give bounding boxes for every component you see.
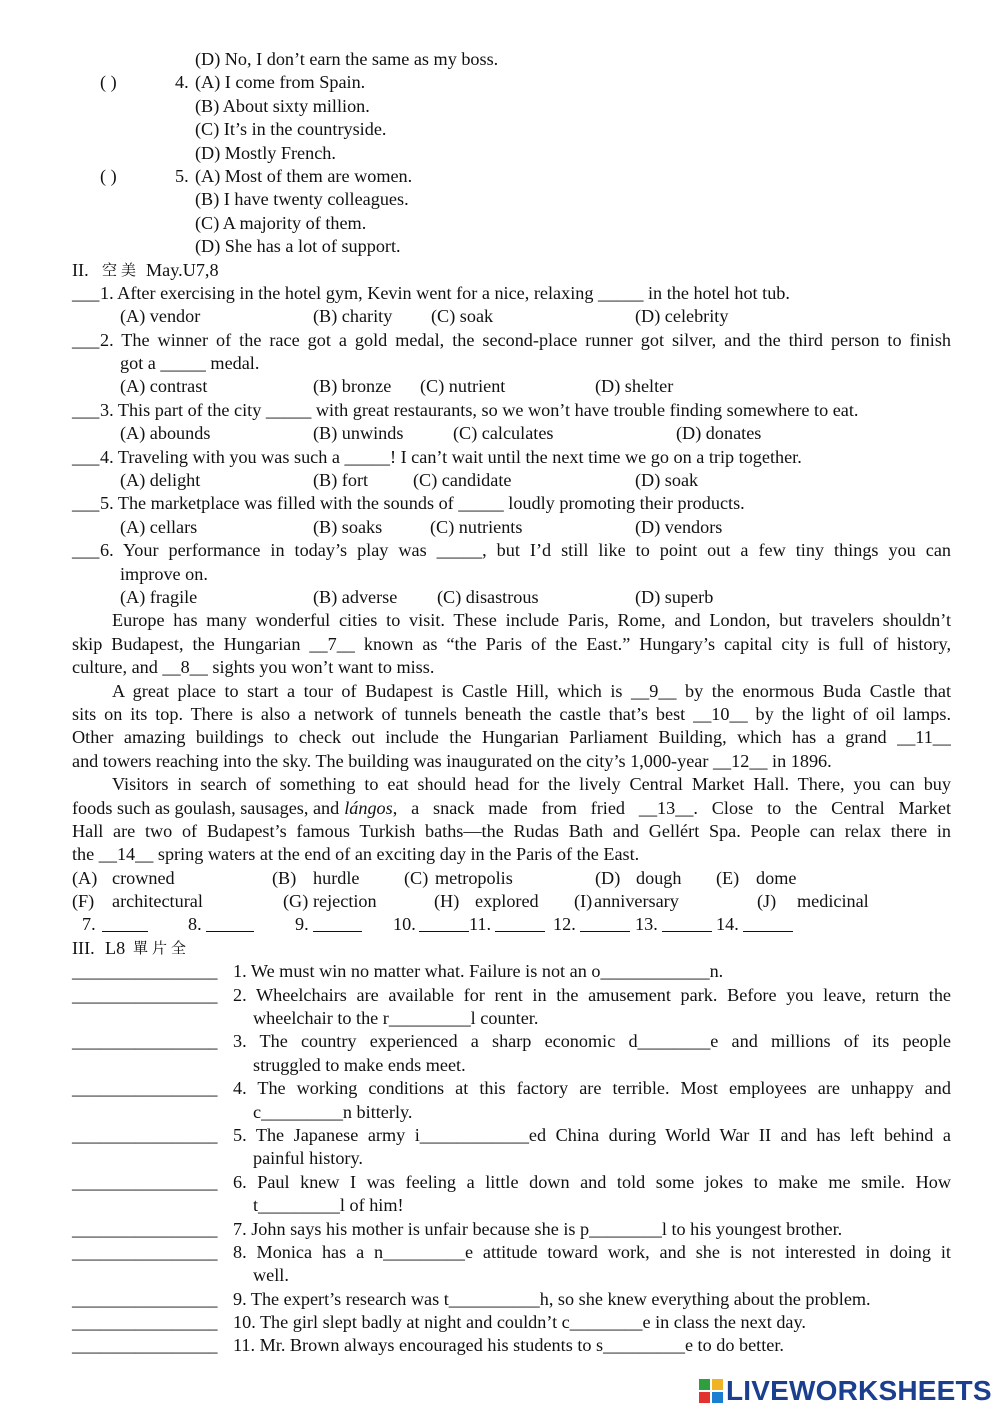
part2-heading-cjk: 空美 <box>102 260 141 279</box>
part2-q5-option: (D) vendors <box>635 516 723 537</box>
part2-q2-option: (A) contrast <box>120 376 208 397</box>
word-bank-word: architectural <box>112 891 203 912</box>
q4-answer-paren[interactable]: ( ) <box>100 72 117 93</box>
logo-square-4 <box>712 1392 723 1403</box>
part2-q4-option: (A) delight <box>120 470 201 491</box>
part3-q1-answer-input[interactable]: ________________ <box>72 961 218 982</box>
passage-text: sits on its top. There is also a network of tunnels beneath the castle that’s best __10__ by the light of oil lamps. <box>72 703 951 724</box>
part3-q2-answer-input[interactable]: ________________ <box>72 984 218 1005</box>
part2-q6-option: (B) adverse <box>313 586 398 607</box>
q5-answer-paren[interactable]: ( ) <box>100 165 117 186</box>
passage-line <box>0 726 1000 749</box>
word-bank-letter: (J) <box>757 891 777 912</box>
part3-q4-line <box>0 1101 1000 1124</box>
part2-q2-answer-blank[interactable]: ___ <box>72 329 100 350</box>
part2-q1-line <box>0 282 1000 305</box>
part3-q1-line <box>0 960 1000 983</box>
part3-q9-stem: 9. The expert’s research was t__________h, so she knew everything about the problem. <box>233 1288 871 1309</box>
q5-number: 5. <box>175 165 189 186</box>
passage-text: Hall are two of Budapest’s famous Turkish baths—the Rudas Bath and Gellért Spa. People can relax there in <box>72 820 951 841</box>
part2-q2-option: (C) nutrient <box>420 376 506 397</box>
part2-q5-options <box>0 516 1000 539</box>
part3-q3-stem: 3. The country experienced a sharp economic d________e and millions of its people <box>233 1031 951 1052</box>
part2-q6-option: (D) superb <box>635 586 714 607</box>
part2-q6-option: (A) fragile <box>120 586 198 607</box>
part3-q6-stem-cont: t_________l of him! <box>253 1195 404 1216</box>
word-bank-letter: (E) <box>716 867 740 888</box>
part1-q5-row <box>0 165 1000 188</box>
part3-q7-line <box>0 1218 1000 1241</box>
q5-option: (B) I have twenty colleagues. <box>195 189 409 210</box>
part2-q3-stem: 3. This part of the city _____ with great restaurants, so we won’t have trouble finding somewhere to eat. <box>100 399 859 420</box>
q4-option: (D) Mostly French. <box>195 142 336 163</box>
passage-text: culture, and __8__ sights you won’t want to miss. <box>72 657 435 678</box>
part3-q2-line <box>0 984 1000 1007</box>
part2-q6-line <box>0 539 1000 562</box>
part2-heading-number: II. <box>72 259 89 280</box>
part3-q5-line <box>0 1147 1000 1170</box>
word-bank-letter: (H) <box>434 891 460 912</box>
part3-q10-stem: 10. The girl slept badly at night and couldn’t c________e in class the next day. <box>233 1312 806 1333</box>
answer-slots-row <box>0 913 1000 936</box>
word-bank-word: hurdle <box>313 867 360 888</box>
part2-q1-option: (C) soak <box>431 306 494 327</box>
part3-q2-line <box>0 1007 1000 1030</box>
part3-q6-line <box>0 1194 1000 1217</box>
passage-line <box>0 773 1000 796</box>
answer-slot-input[interactable] <box>206 913 254 932</box>
part2-heading-title: May.U7,8 <box>146 259 219 280</box>
part2-q2-stem-cont: got a _____ medal. <box>120 353 260 374</box>
liveworksheets-logo-text: LIVEWORKSHEETS <box>726 1375 992 1407</box>
part1-q5-row <box>0 235 1000 258</box>
part1-q5-row <box>0 212 1000 235</box>
passage-text-part: , a snack made from fried __13__. Close to the Central Market <box>392 797 951 818</box>
part2-q1-option: (A) vendor <box>120 306 201 327</box>
part2-q4-options <box>0 469 1000 492</box>
answer-slot-label: 9. <box>295 914 309 935</box>
passage-text: Europe has many wonderful cities to visit. These include Paris, Rome, and London, but travelers shouldn’t <box>112 610 951 631</box>
part3-q5-stem: 5. The Japanese army i____________ed China during World War II and has left behind a <box>233 1124 951 1145</box>
word-bank-word: explored <box>475 891 539 912</box>
word-bank-word: anniversary <box>594 891 679 912</box>
logo-square-3 <box>699 1392 710 1403</box>
part3-q10-line <box>0 1311 1000 1334</box>
part2-q6-answer-blank[interactable]: ___ <box>72 540 100 561</box>
part2-q5-option: (A) cellars <box>120 516 198 537</box>
part2-heading <box>0 259 1000 282</box>
part3-q8-stem-cont: well. <box>253 1265 289 1286</box>
part3-q6-line <box>0 1171 1000 1194</box>
passage-text: Visitors in search of something to eat should head for the lively Central Market Hall. There, you can buy <box>112 774 951 795</box>
part3-q9-line <box>0 1288 1000 1311</box>
part2-q5-option: (C) nutrients <box>430 516 523 537</box>
answer-slot-label: 12. <box>553 914 576 935</box>
answer-slot-input[interactable] <box>419 913 469 932</box>
part1-q4-row <box>0 71 1000 94</box>
answer-slot-input[interactable] <box>313 913 362 932</box>
part3-q4-answer-input[interactable]: ________________ <box>72 1078 218 1099</box>
part3-heading-cjk: 單片全 <box>133 938 191 957</box>
answer-slot-input[interactable] <box>102 913 148 932</box>
word-bank-word: dough <box>636 867 682 888</box>
q4-option: (A) I come from Spain. <box>195 72 366 93</box>
passage-line <box>0 633 1000 656</box>
q4-option: (B) About sixty million. <box>195 95 370 116</box>
part2-q3-option: (C) calculates <box>453 423 554 444</box>
answer-slot-input[interactable] <box>580 913 630 932</box>
part3-heading-number: III. <box>72 937 95 958</box>
part1-q3-option-d-row <box>0 48 1000 71</box>
word-bank-letter: (A) <box>72 867 98 888</box>
answer-slot-input[interactable] <box>743 913 793 932</box>
word-bank-letter: (F) <box>72 891 95 912</box>
word-bank-row-2 <box>0 890 1000 913</box>
part2-q3-line <box>0 399 1000 422</box>
passage-text: Other amazing buildings to check out include the Hungarian Parliament Building, which has a grand __11__ <box>72 727 951 748</box>
part2-q2-options <box>0 375 1000 398</box>
part2-q1-option: (B) charity <box>313 306 393 327</box>
part2-q5-line <box>0 492 1000 515</box>
passage-line <box>0 843 1000 866</box>
passage-line <box>0 797 1000 820</box>
part2-q3-option: (D) donates <box>676 423 762 444</box>
part2-q3-option: (A) abounds <box>120 423 211 444</box>
part3-q8-stem: 8. Monica has a n_________e attitude toward work, and she is not interested in doing it <box>233 1241 951 1262</box>
logo-square-2 <box>712 1379 723 1390</box>
passage-line <box>0 703 1000 726</box>
part2-q1-option: (D) celebrity <box>635 306 729 327</box>
part3-q9-answer-input[interactable]: ________________ <box>72 1288 218 1309</box>
part3-q4-stem: 4. The working conditions at this factory are terrible. Most employees are unhappy and <box>233 1078 951 1099</box>
word-bank-word: medicinal <box>797 891 869 912</box>
part2-q1-options <box>0 305 1000 328</box>
worksheet-page <box>0 48 1000 1358</box>
passage-line <box>0 656 1000 679</box>
passage-text <box>72 797 951 820</box>
part2-q1-stem: 1. After exercising in the hotel gym, Kevin went for a nice, relaxing _____ in the hotel hot tub. <box>100 282 790 303</box>
part2-q4-line <box>0 446 1000 469</box>
word-bank-word: metropolis <box>435 867 513 888</box>
answer-slot-label: 8. <box>188 914 202 935</box>
word-bank-word: crowned <box>112 867 175 888</box>
part2-q3-option: (B) unwinds <box>313 423 404 444</box>
part3-q4-stem-cont: c_________n bitterly. <box>253 1101 413 1122</box>
part2-q4-option: (C) candidate <box>413 470 512 491</box>
part2-q3-options <box>0 422 1000 445</box>
part3-q10-answer-input[interactable]: ________________ <box>72 1312 218 1333</box>
part3-q4-line <box>0 1077 1000 1100</box>
answer-slot-label: 13. <box>635 914 658 935</box>
part3-q7-answer-input[interactable]: ________________ <box>72 1218 218 1239</box>
word-bank-row-1 <box>0 867 1000 890</box>
part2-q6-option: (C) disastrous <box>437 586 539 607</box>
passage-line <box>0 820 1000 843</box>
part3-q2-stem-cont: wheelchair to the r_________l counter. <box>253 1008 539 1029</box>
part2-q2-option: (B) bronze <box>313 376 392 397</box>
part3-q3-answer-input[interactable]: ________________ <box>72 1031 218 1052</box>
answer-slot-input[interactable] <box>662 913 712 932</box>
part3-q8-line <box>0 1241 1000 1264</box>
q3-option-d: (D) No, I don’t earn the same as my boss. <box>195 49 499 69</box>
part2-q4-answer-blank[interactable]: ___ <box>72 446 100 467</box>
word-bank-letter: (D) <box>595 867 621 888</box>
part2-q3-answer-blank[interactable]: ___ <box>72 399 100 420</box>
word-bank-letter: (I) <box>574 891 593 912</box>
q5-option: (C) A majority of them. <box>195 212 367 233</box>
part3-q5-answer-input[interactable]: ________________ <box>72 1124 218 1145</box>
part1-q4-row <box>0 95 1000 118</box>
part3-heading-title: L8 <box>105 937 126 958</box>
passage-text: the __14__ spring waters at the end of an exciting day in the Paris of the East. <box>72 844 640 865</box>
part3-q8-line <box>0 1264 1000 1287</box>
liveworksheets-logo[interactable] <box>698 1376 992 1406</box>
part2-q4-option: (B) fort <box>313 470 369 491</box>
passage-line <box>0 750 1000 773</box>
part3-q11-stem: 11. Mr. Brown always encouraged his students to s_________e to do better. <box>233 1335 784 1356</box>
part3-q3-line <box>0 1054 1000 1077</box>
part2-q6-stem: 6. Your performance in today’s play was _____, but I’d still like to point out a few tiny things you can <box>100 540 951 561</box>
part2-q5-option: (B) soaks <box>313 516 383 537</box>
part1-q5-row <box>0 188 1000 211</box>
liveworksheets-logo-icon <box>698 1378 724 1404</box>
part2-q6-stem-cont: improve on. <box>120 563 208 584</box>
part2-q5-stem: 5. The marketplace was filled with the sounds of _____ loudly promoting their products. <box>100 493 745 514</box>
part3-q11-answer-input[interactable]: ________________ <box>72 1335 218 1356</box>
word-bank-word: dome <box>756 867 797 888</box>
passage-line <box>0 680 1000 703</box>
word-bank-letter: (B) <box>272 867 297 888</box>
part3-q5-line <box>0 1124 1000 1147</box>
part3-q3-line <box>0 1030 1000 1053</box>
answer-slot-input[interactable] <box>495 913 545 932</box>
part2-q2-stem: 2. The winner of the race got a gold medal, the second-place runner got silver, and the third person to finish <box>100 329 951 350</box>
part2-q4-stem: 4. Traveling with you was such a _____! I can’t wait until the next time we go on a trip together. <box>100 446 802 467</box>
q4-number: 4. <box>175 72 189 93</box>
q5-option: (D) She has a lot of support. <box>195 236 401 257</box>
passage-italic-word: lángos <box>344 797 393 818</box>
part1-q4-row <box>0 142 1000 165</box>
part3-q6-stem: 6. Paul knew I was feeling a little down and told some jokes to make me smile. How <box>233 1171 951 1192</box>
part3-q1-stem: 1. We must win no matter what. Failure is not an o____________n. <box>233 961 724 982</box>
word-bank-word: rejection <box>313 891 377 912</box>
part1-q4-row <box>0 118 1000 141</box>
part3-heading <box>0 937 1000 960</box>
part3-q3-stem-cont: struggled to make ends meet. <box>253 1054 466 1075</box>
q5-option: (A) Most of them are women. <box>195 165 413 186</box>
part2-q2-line <box>0 329 1000 352</box>
part3-q5-stem-cont: painful history. <box>253 1148 363 1169</box>
part3-q6-answer-input[interactable]: ________________ <box>72 1171 218 1192</box>
part3-q7-stem: 7. John says his mother is unfair because she is p________l to his youngest brother. <box>233 1218 843 1239</box>
passage-text: skip Budapest, the Hungarian __7__ known as “the Paris of the East.” Hungary’s capital city is full of history, <box>72 633 951 654</box>
part3-q11-line <box>0 1334 1000 1357</box>
part2-q1-answer-blank[interactable]: ___ <box>72 282 100 303</box>
word-bank-letter: (C) <box>404 867 429 888</box>
part3-q8-answer-input[interactable]: ________________ <box>72 1241 218 1262</box>
part2-q2-line <box>0 352 1000 375</box>
logo-square-1 <box>699 1379 710 1390</box>
answer-slot-label: 10. <box>393 914 416 935</box>
answer-slot-label: 11. <box>469 914 492 935</box>
word-bank-letter: (G) <box>283 891 309 912</box>
part2-q6-options <box>0 586 1000 609</box>
part2-q2-option: (D) shelter <box>595 376 674 397</box>
passage-line <box>0 609 1000 632</box>
part3-q2-stem: 2. Wheelchairs are available for rent in the amusement park. Before you leave, return the <box>233 984 951 1005</box>
passage-text: and towers reaching into the sky. The building was inaugurated on the city’s 1,000-year __12__ in 1896. <box>72 750 832 771</box>
part2-q5-answer-blank[interactable]: ___ <box>72 493 100 514</box>
part2-q4-option: (D) soak <box>635 470 699 491</box>
answer-slot-label: 7. <box>82 914 96 935</box>
passage-text-part: foods such as goulash, sausages, and <box>72 797 340 818</box>
answer-slot-label: 14. <box>716 914 739 935</box>
part2-q6-line <box>0 563 1000 586</box>
passage-text: A great place to start a tour of Budapest is Castle Hill, which is __9__ by the enormous Buda Castle that <box>112 680 951 701</box>
q4-option: (C) It’s in the countryside. <box>195 119 387 140</box>
